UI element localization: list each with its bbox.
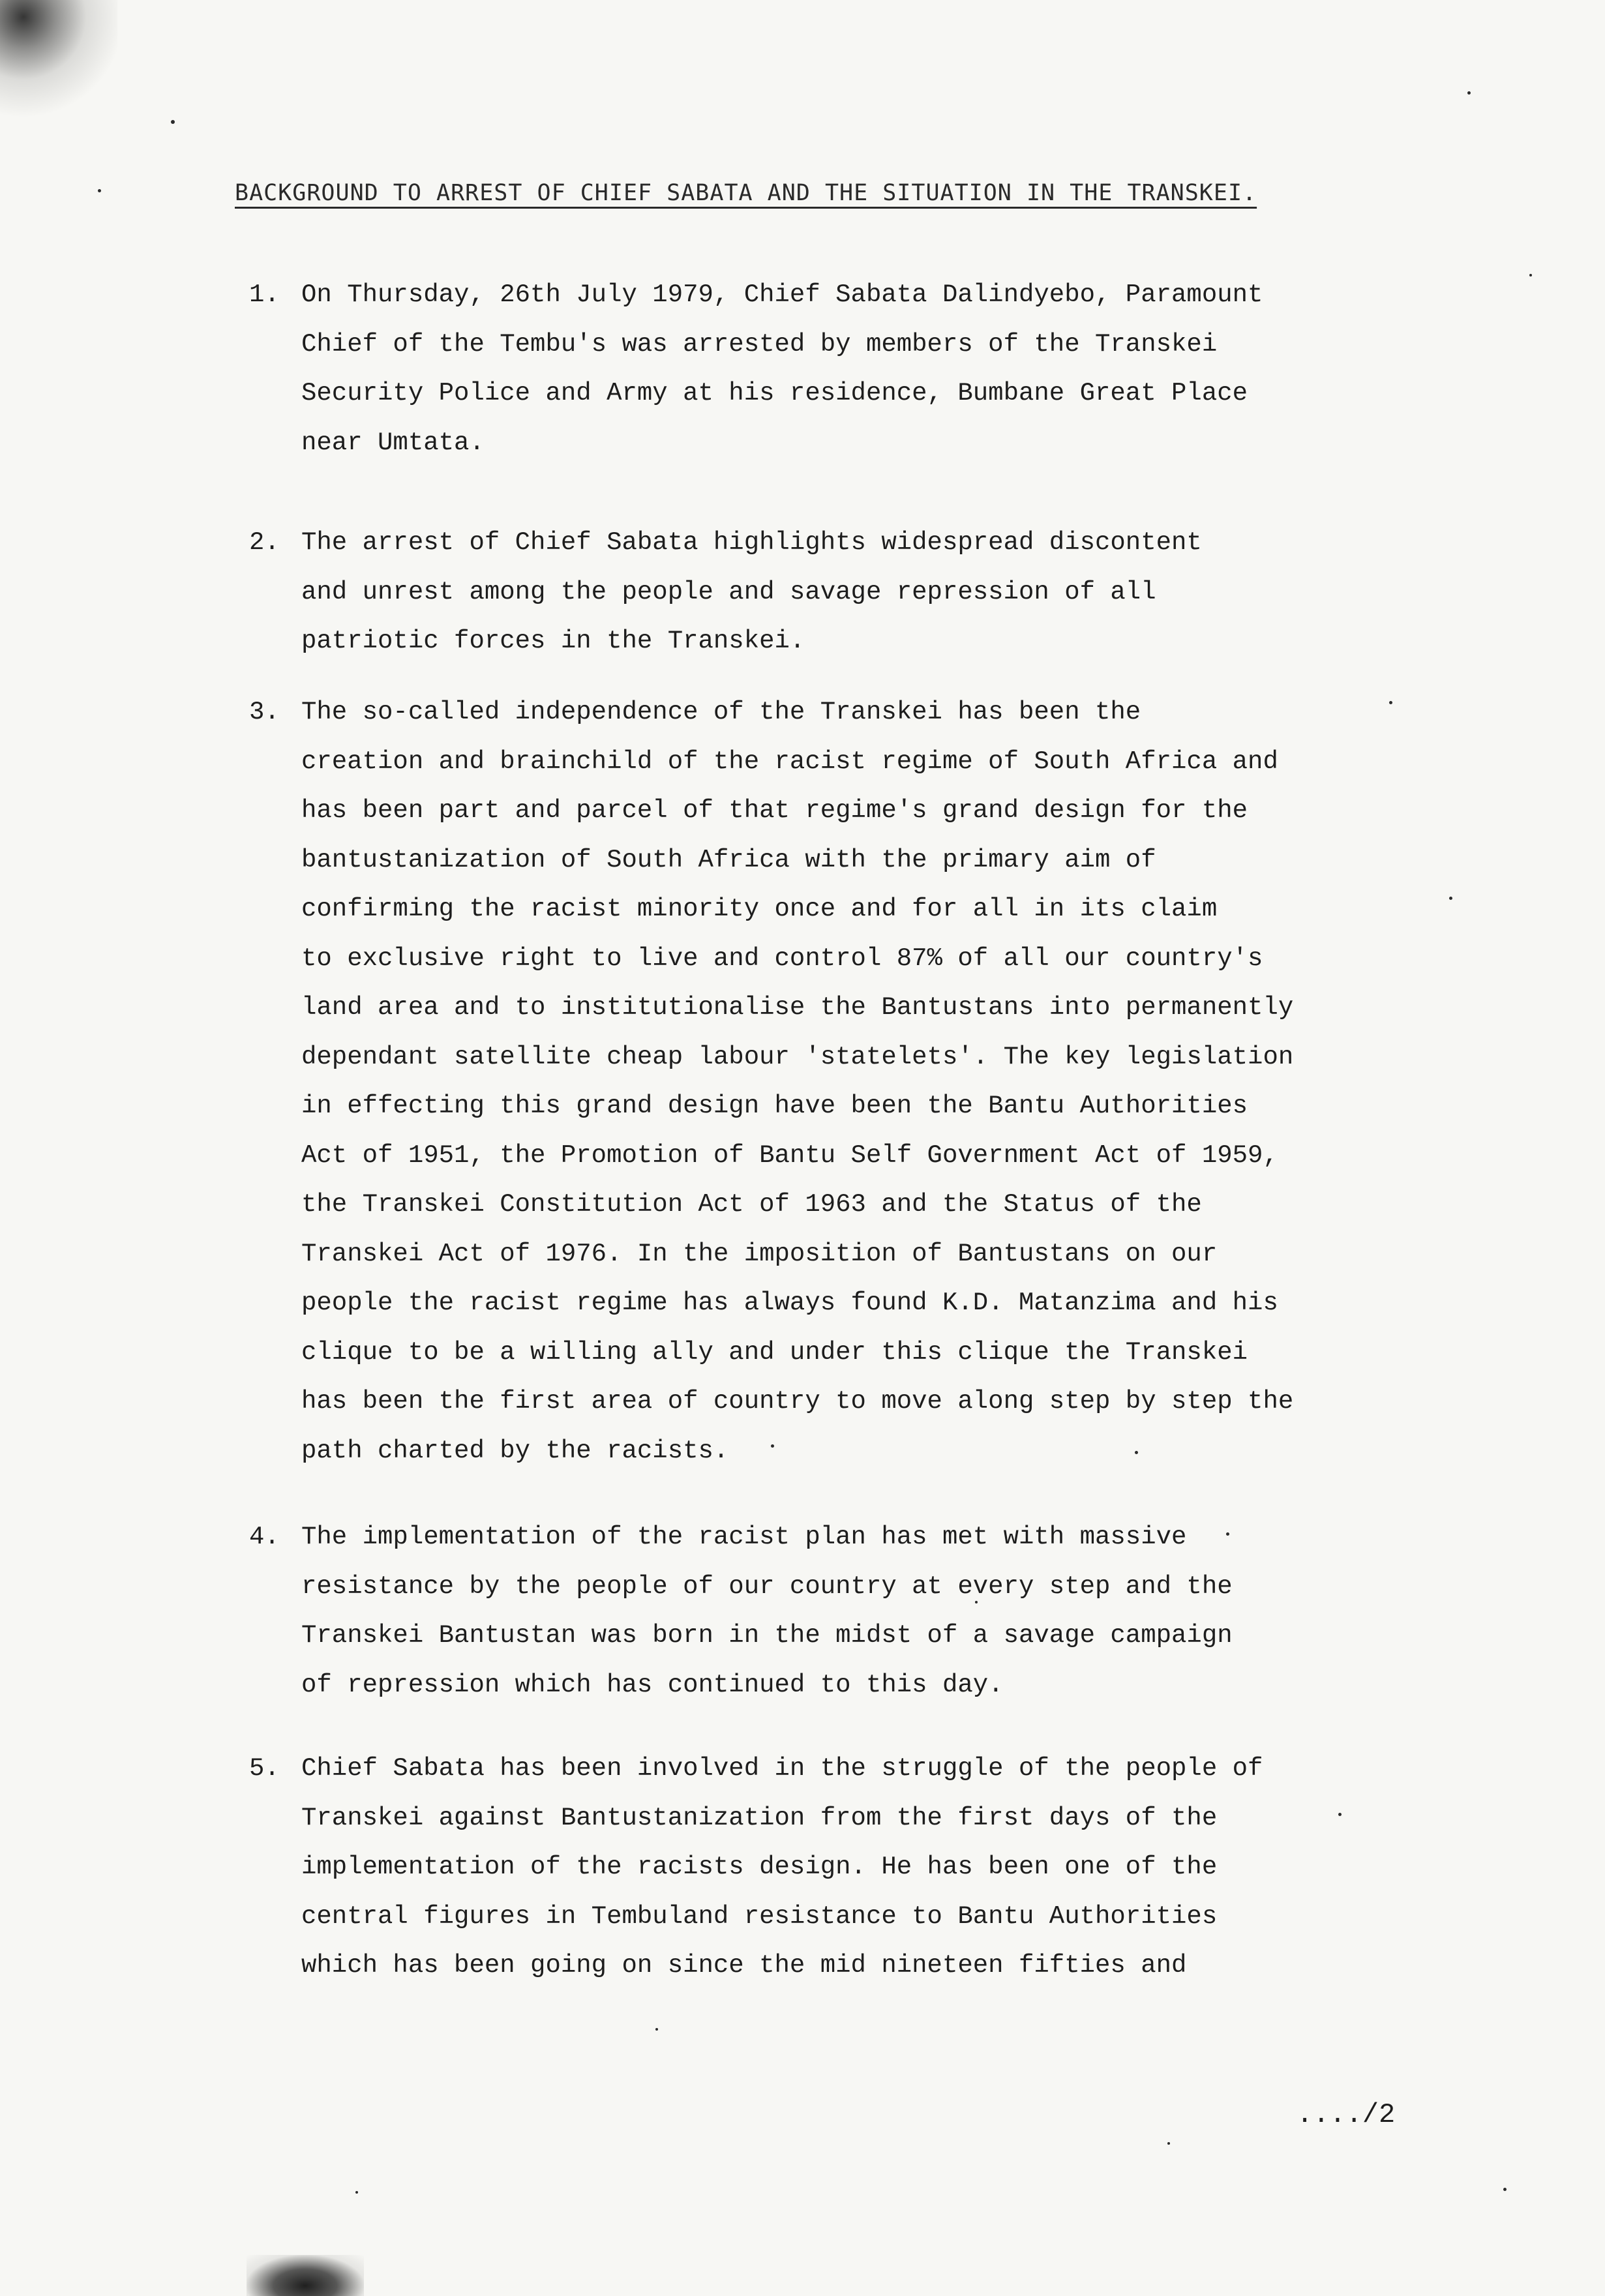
paragraph-number: 2. <box>249 528 280 557</box>
paragraph-text: The implementation of the racist plan has met with massive resistance by the people of our country at every step and the Transkei Bantustan was born in the midst of a savage campaign of repression which has continued to this day. <box>301 1523 1233 1699</box>
scan-speck <box>1449 897 1452 900</box>
paragraph-number: 5. <box>249 1754 280 1783</box>
scan-speck <box>1467 91 1471 95</box>
paragraph-text: Chief Sabata has been involved in the struggle of the people of Transkei against Bantustanization from the first days of the implementation of the racists design. He has been one of the central figures in Tembuland resistance to Bantu Authorities which has been going on since the mid nineteen fifties and <box>301 1754 1263 1980</box>
scan-speck <box>1503 2188 1507 2191</box>
scan-speck <box>1167 2142 1170 2145</box>
page-continuation: ..../2 <box>1297 2099 1396 2130</box>
scan-speck <box>1389 701 1392 704</box>
paragraph-item <box>249 1744 1371 1991</box>
scan-corner-mark <box>0 0 117 170</box>
paragraph-item <box>249 518 1371 666</box>
paragraph-item <box>249 271 1371 468</box>
paragraph-number: 1. <box>249 280 280 309</box>
scan-speck <box>355 2191 358 2194</box>
scan-speck <box>171 120 175 124</box>
paragraph-text: The so-called independence of the Transkei has been the creation and brainchild of the racist regime of South Africa and has been part and parcel of that regime's grand design for the bantustanization of South Africa with the primary aim of confirming the racist minority once and for all in its claim to exclusive right to live and control 87% of all our country's land area and to institutionalise the Bantustans into permanently dependant satellite cheap labour 'statelets'. The key legislation in effecting this grand design have been the Bantu Authorities Act of 1951, the Promotion of Bantu Self Government Act of 1959, the Transkei Constitution Act of 1963 and the Status of the Transkei Act of 1976. In the imposition of Bantustans on our people the racist regime has always found K.D. Matanzima and his clique to be a willing ally and under this clique the Transkei has been the first area of country to move along step by step the path charted by the racists. <box>301 698 1294 1465</box>
scan-speck <box>655 2028 658 2031</box>
paragraph-text: On Thursday, 26th July 1979, Chief Sabata Dalindyebo, Paramount Chief of the Tembu's was arrested by members of the Transkei Security Police and Army at his residence, Bumbane Great Place near Umtata. <box>301 280 1263 457</box>
paragraph-text: The arrest of Chief Sabata highlights widespread discontent and unrest among the people and savage repression of all patriotic forces in the Transkei. <box>301 528 1202 655</box>
paragraph-number: 3. <box>249 698 280 726</box>
paragraph-item <box>249 1513 1371 1710</box>
document-title: BACKGROUND TO ARREST OF CHIEF SABATA AND THE SITUATION IN THE TRANSKEI. <box>235 180 1257 206</box>
paragraph-item <box>249 688 1371 1476</box>
paragraph-number: 4. <box>249 1523 280 1551</box>
scan-speck <box>98 189 101 192</box>
scan-ink-blob <box>247 2255 364 2296</box>
scan-speck <box>1529 274 1532 276</box>
